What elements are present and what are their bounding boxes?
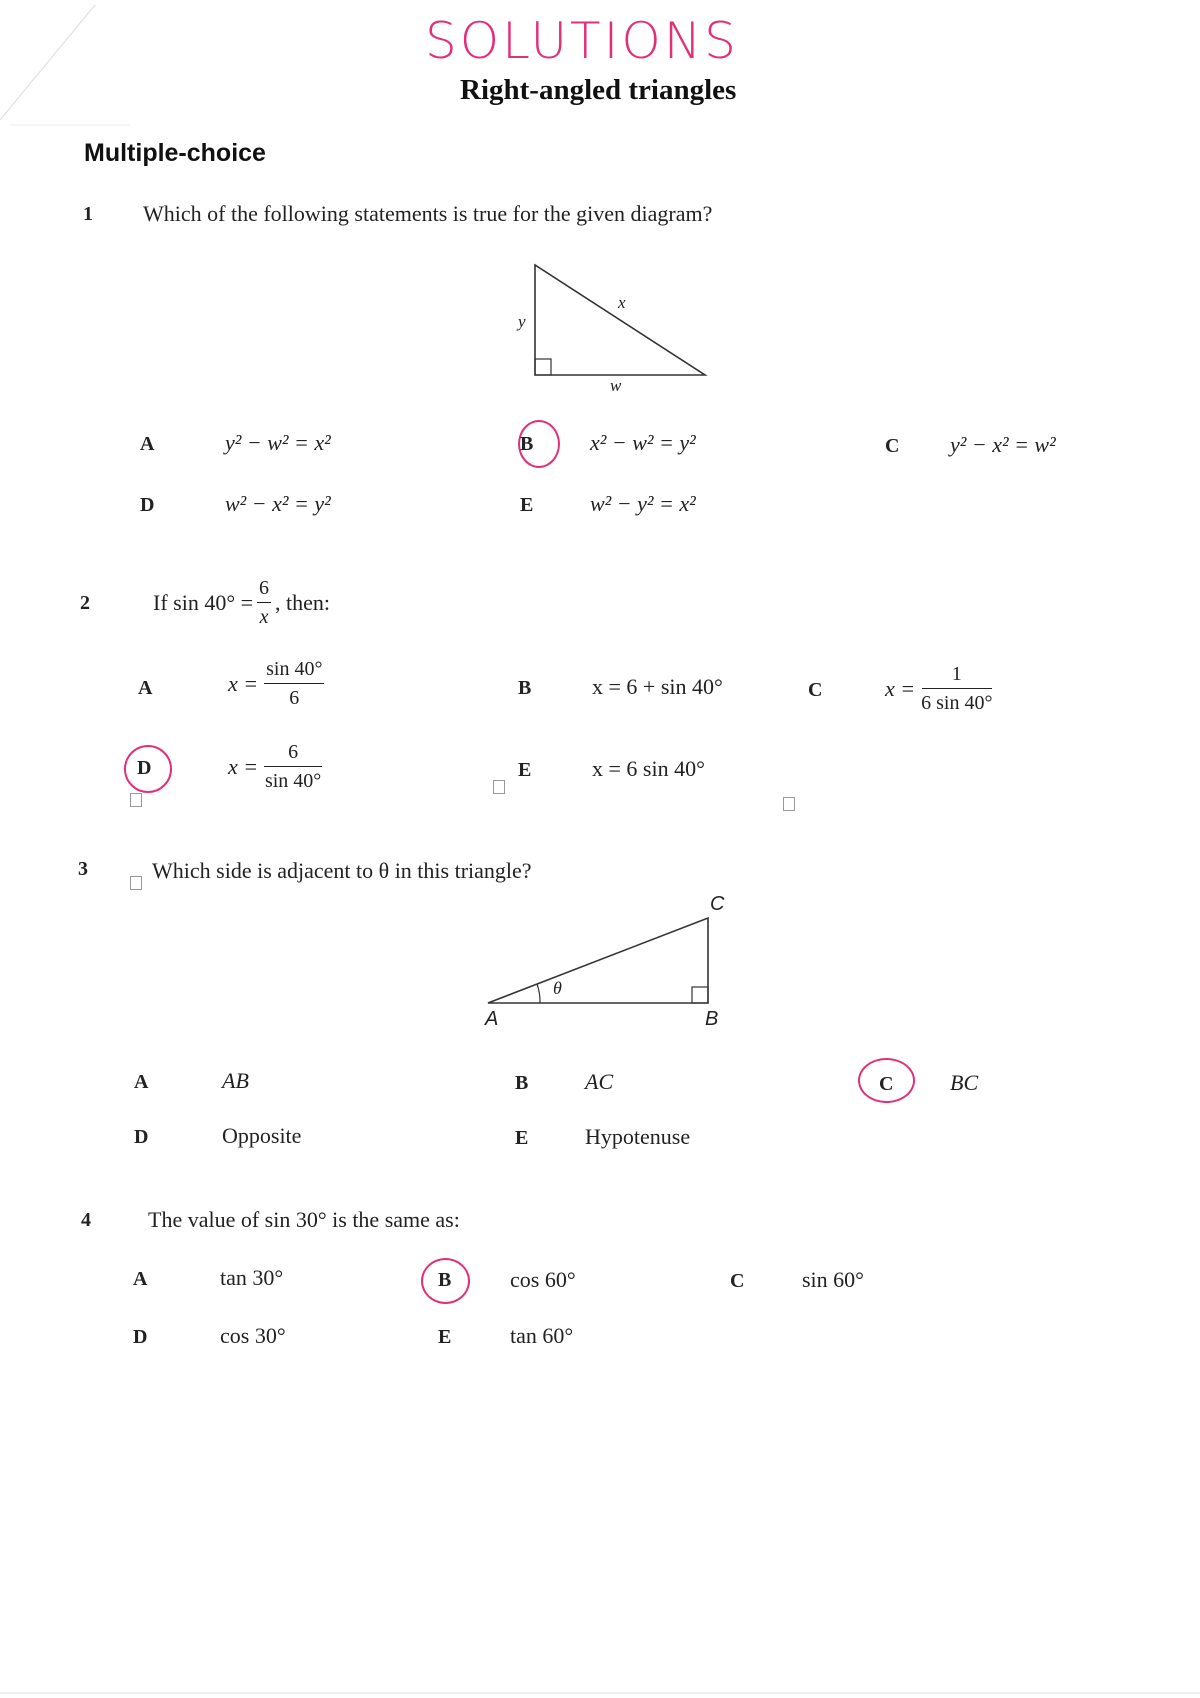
- option-letter-b[interactable]: B: [520, 433, 534, 455]
- diagram-label-vertex-a: A: [485, 1008, 499, 1030]
- answer-tickbox[interactable]: [130, 793, 142, 807]
- option-text-d: cos 30°: [220, 1323, 286, 1348]
- option-text-d: w² − x² = y²: [225, 491, 331, 516]
- fraction-numerator: 1: [922, 660, 992, 689]
- triangle-diagram-q3: [480, 910, 720, 1010]
- question-number: 2: [80, 592, 90, 614]
- question-number: 1: [83, 203, 93, 225]
- option-letter-d[interactable]: D: [140, 494, 155, 516]
- question-number: 4: [81, 1209, 91, 1231]
- option-letter-d[interactable]: D: [134, 1126, 149, 1148]
- page-fold-mark: [0, 0, 140, 140]
- option-letter-a[interactable]: A: [138, 677, 153, 699]
- diagram-label-base: w: [610, 376, 622, 395]
- fraction-numerator: sin 40°: [264, 655, 324, 684]
- question-text-suffix: , then:: [275, 589, 331, 615]
- option-letter-e[interactable]: E: [515, 1127, 529, 1149]
- fraction-denominator: 6 sin 40°: [921, 692, 993, 714]
- option-lhs: x =: [885, 675, 916, 701]
- option-text-d: Opposite: [222, 1123, 302, 1148]
- question-text: The value of sin 30° is the same as:: [148, 1207, 460, 1232]
- section-heading: Multiple-choice: [84, 139, 266, 167]
- option-letter-a[interactable]: A: [140, 433, 155, 455]
- option-text-c: [885, 660, 992, 717]
- option-text-e: x = 6 sin 40°: [592, 756, 705, 781]
- option-letter-a[interactable]: A: [134, 1071, 149, 1093]
- option-text-b: x = 6 + sin 40°: [592, 674, 723, 699]
- option-letter-c[interactable]: C: [808, 679, 823, 701]
- option-text-a: AB: [222, 1068, 249, 1093]
- option-text-e: w² − y² = x²: [590, 491, 696, 516]
- triangle-diagram-q1: [505, 255, 725, 395]
- option-text-a: [228, 655, 324, 712]
- option-lhs: x =: [228, 753, 259, 779]
- option-letter-b[interactable]: B: [438, 1269, 452, 1291]
- option-letter-c[interactable]: C: [730, 1270, 745, 1292]
- option-letter-d[interactable]: D: [137, 757, 152, 779]
- option-text-a: tan 30°: [220, 1265, 284, 1290]
- option-letter-e[interactable]: E: [438, 1326, 452, 1348]
- option-lhs: x =: [228, 670, 259, 696]
- diagram-label-vertex-b: B: [705, 1008, 719, 1030]
- handwritten-solutions-title: SOLUTIONS: [425, 12, 739, 70]
- diagram-label-theta: θ: [553, 978, 562, 998]
- diagram-label-vertex-c: C: [710, 893, 725, 915]
- fraction-denominator: x: [259, 606, 269, 628]
- option-text-b: AC: [585, 1069, 614, 1094]
- answer-tickbox[interactable]: [130, 876, 142, 890]
- answer-tickbox[interactable]: [783, 797, 795, 811]
- option-text-c: y² − x² = w²: [950, 432, 1056, 457]
- option-text-b: x² − w² = y²: [590, 430, 696, 455]
- option-text-a: y² − w² = x²: [225, 430, 331, 455]
- scan-edge: [0, 1692, 1200, 1694]
- question-text-prefix: If sin 40° =: [153, 589, 254, 615]
- option-letter-b[interactable]: B: [515, 1072, 529, 1094]
- option-text-d: [228, 738, 322, 795]
- option-letter-c[interactable]: C: [885, 435, 900, 457]
- fraction-numerator: 6: [257, 574, 271, 603]
- question-text: Which of the following statements is true for the given diagram?: [143, 201, 713, 226]
- question-number: 3: [78, 858, 88, 880]
- diagram-label-hypotenuse: x: [618, 293, 626, 312]
- option-letter-e[interactable]: E: [520, 494, 534, 516]
- option-letter-a[interactable]: A: [133, 1268, 148, 1290]
- answer-tickbox[interactable]: [493, 780, 505, 794]
- option-text-c: sin 60°: [802, 1267, 864, 1292]
- fraction-numerator: 6: [264, 738, 322, 767]
- diagram-label-vertical: y: [518, 312, 526, 331]
- option-text-e: tan 60°: [510, 1323, 574, 1348]
- option-letter-c[interactable]: C: [879, 1073, 894, 1095]
- option-letter-b[interactable]: B: [518, 677, 532, 699]
- option-letter-d[interactable]: D: [133, 1326, 148, 1348]
- option-text-b: cos 60°: [510, 1267, 576, 1292]
- question-text: Which side is adjacent to θ in this triangle?: [152, 858, 532, 883]
- page-title: Right-angled triangles: [460, 74, 737, 106]
- option-text-c: BC: [950, 1070, 979, 1095]
- fraction-denominator: sin 40°: [264, 770, 322, 792]
- question-text: [153, 574, 330, 631]
- fraction-denominator: 6: [289, 687, 300, 709]
- option-letter-e[interactable]: E: [518, 759, 532, 781]
- option-text-e: Hypotenuse: [585, 1124, 691, 1149]
